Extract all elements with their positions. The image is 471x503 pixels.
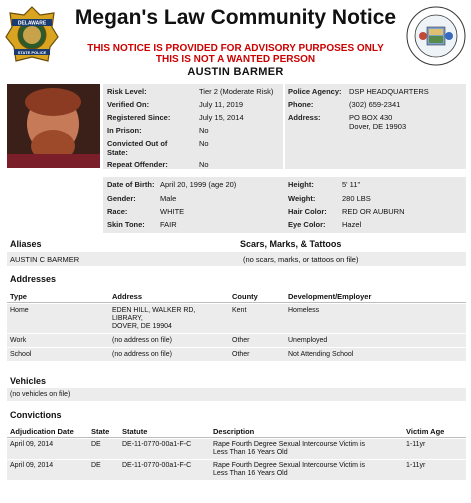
verified-on-label: Verified On: [107,100,150,109]
registered-since-value: July 15, 2014 [199,113,244,122]
address-row-type: Home [10,307,29,314]
state-seal-icon [405,5,467,67]
convictions-col-state: State [91,427,110,436]
advisory-line-1: THIS NOTICE IS PROVIDED FOR ADVISORY PURPOSES ONLY [87,43,384,54]
address-row-county: Other [232,351,250,358]
dob-label: Date of Birth: [107,180,155,189]
conviction-row-statute: DE-11-0770-00a1-F-C [122,441,192,448]
address-row-development: Not Attending School [288,351,354,358]
eye-color-value: Hazel [342,220,362,229]
svg-text:STATE POLICE: STATE POLICE [17,49,47,55]
race-value: WHITE [160,207,185,216]
physical-panel [103,177,466,233]
agency-address-line-2: Dover, DE 19903 [349,122,407,131]
page-title: Megan's Law Community Notice [74,6,397,29]
verified-on-value: July 11, 2019 [199,100,244,109]
addresses-col-development: Development/Employer [288,292,372,301]
addresses-col-address: Address [112,292,143,301]
conviction-row-description: Less Than 16 Years Old [213,449,288,456]
addresses-heading: Addresses [10,274,57,284]
weight-label: Weight: [288,194,316,203]
conviction-row-description: Rape Fourth Degree Sexual Intercourse Victim is [213,462,365,469]
address-row-type: School [10,351,32,358]
address-label: Address: [288,113,321,122]
offender-name: AUSTIN BARMER [187,66,284,78]
risk-level-label: Risk Level: [107,87,147,96]
address-row-line: (no address on file) [112,337,172,344]
police-agency-label: Police Agency: [288,87,342,96]
conviction-row-description: Less Than 16 Years Old [213,470,288,477]
police-agency-value: DSP HEADQUARTERS [349,87,429,96]
conviction-row-victim-age: 1-11yr [406,462,426,469]
scars-heading: Scars, Marks, & Tattoos [240,239,342,249]
gender-value: Male [160,194,177,203]
race-label: Race: [107,207,128,216]
divider [7,302,466,303]
conviction-row-description: Rape Fourth Degree Sexual Intercourse Victim is [213,441,365,448]
in-prison-value: No [199,126,209,135]
conviction-row-date: April 09, 2014 [10,462,54,469]
alias-item: AUSTIN C BARMER [10,255,80,264]
scars-value: (no scars, marks, or tattoos on file) [243,255,359,264]
convictions-col-date: Adjudication Date [10,427,74,436]
gender-label: Gender: [107,194,136,203]
skin-tone-label: Skin Tone: [107,220,145,229]
dob-value: April 20, 1999 (age 20) [160,180,237,189]
vehicles-heading: Vehicles [10,376,47,386]
conviction-row-state: DE [91,462,101,469]
repeat-offender-value: No [199,160,209,169]
skin-tone-value: FAIR [160,220,177,229]
address-row-county: Kent [232,307,247,314]
convictions-col-victim-age: Victim Age [406,427,445,436]
eye-color-label: Eye Color: [288,220,326,229]
address-row-line: (no address on file) [112,351,172,358]
advisory-line-2: THIS IS NOT A WANTED PERSON [155,54,316,65]
convicted-out-label: Convicted Out of State: [107,139,168,157]
address-row-line: EDEN HILL, WALKER RD, [112,307,196,314]
convictions-col-description: Description [213,427,255,436]
registered-since-label: Registered Since: [107,113,171,122]
conviction-row-victim-age: 1-11yr [406,441,426,448]
address-row-development: Unemployed [288,337,328,344]
conviction-row-state: DE [91,441,101,448]
offender-photo [7,84,100,168]
addresses-col-county: County [232,292,258,301]
weight-value: 280 LBS [342,194,371,203]
address-row-line: DOVER, DE 19904 [112,323,172,330]
address-row-line: LIBRARY, [112,315,143,322]
convictions-col-statute: Statute [122,427,148,436]
convicted-out-value: No [199,139,209,148]
svg-text:DELAWARE: DELAWARE [17,20,47,27]
address-row-county: Other [232,337,250,344]
conviction-row-statute: DE-11-0770-00a1-F-C [122,462,192,469]
addresses-col-type: Type [10,292,27,301]
aliases-heading: Aliases [10,239,42,249]
phone-value: (302) 659-2341 [349,100,401,109]
agency-address-line-1: PO BOX 430 [349,113,393,122]
vehicles-value: (no vehicles on file) [10,391,71,398]
height-value: 5' 11" [342,180,361,189]
in-prison-label: In Prison: [107,126,142,135]
divider [7,437,466,438]
hair-color-label: Hair Color: [288,207,327,216]
address-row-development: Homeless [288,307,320,314]
vehicles-row-bg [7,388,466,401]
height-label: Height: [288,180,314,189]
risk-level-value: Tier 2 (Moderate Risk) [199,87,274,96]
conviction-row-date: April 09, 2014 [10,441,54,448]
advisory-notice [0,43,471,65]
phone-label: Phone: [288,100,314,109]
repeat-offender-label: Repeat Offender: [107,160,168,169]
address-row-type: Work [10,337,27,344]
convictions-heading: Convictions [10,410,62,420]
hair-color-value: RED OR AUBURN [342,207,405,216]
